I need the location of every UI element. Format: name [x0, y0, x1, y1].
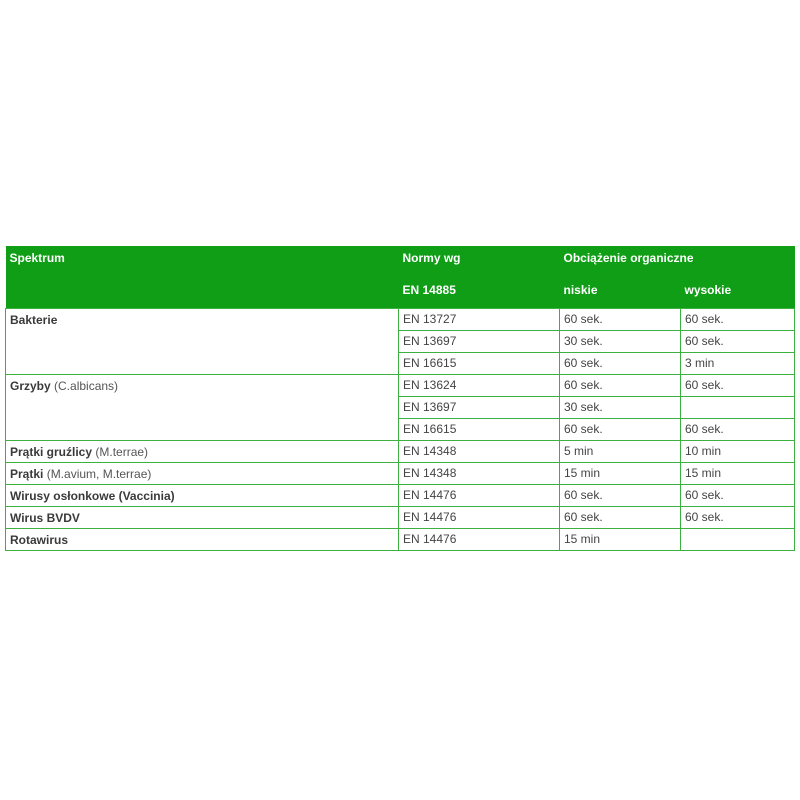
low-load-time-cell: 30 sek. [560, 330, 681, 352]
spectrum-table [5, 246, 795, 551]
header-spectrum: Spektrum [6, 246, 399, 308]
table-header [6, 246, 795, 308]
norm-cell: EN 14348 [399, 462, 560, 484]
low-load-time-cell: 30 sek. [560, 396, 681, 418]
table-body [6, 308, 795, 550]
high-load-time-cell: 60 sek. [681, 330, 795, 352]
low-load-time-cell: 60 sek. [560, 352, 681, 374]
norm-cell: EN 16615 [399, 418, 560, 440]
table-row [6, 440, 795, 462]
table-row [6, 374, 795, 396]
table-row [6, 506, 795, 528]
norm-cell: EN 14476 [399, 506, 560, 528]
low-load-time-cell: 15 min [560, 528, 681, 550]
norm-cell: EN 13697 [399, 330, 560, 352]
low-load-time-cell: 60 sek. [560, 418, 681, 440]
organism-name: Grzyby [10, 378, 51, 393]
organism-name: Wirus BVDV [10, 510, 80, 525]
high-load-time-cell: 3 min [681, 352, 795, 374]
norm-cell: EN 14476 [399, 528, 560, 550]
header-norms-line1: Normy wg [399, 246, 560, 277]
norm-cell: EN 14348 [399, 440, 560, 462]
high-load-time-cell [681, 528, 795, 550]
low-load-time-cell: 15 min [560, 462, 681, 484]
norm-cell: EN 13727 [399, 308, 560, 330]
header-organic-load: Obciążenie organiczne [560, 246, 795, 277]
organism-name: Rotawirus [10, 532, 69, 547]
norm-cell: EN 16615 [399, 352, 560, 374]
low-load-time-cell: 60 sek. [560, 484, 681, 506]
norm-cell: EN 14476 [399, 484, 560, 506]
high-load-time-cell: 10 min [681, 440, 795, 462]
spectrum-cell [6, 506, 399, 528]
table-row [6, 484, 795, 506]
high-load-time-cell: 60 sek. [681, 308, 795, 330]
spectrum-cell [6, 462, 399, 484]
low-load-time-cell: 60 sek. [560, 506, 681, 528]
high-load-time-cell: 60 sek. [681, 374, 795, 396]
organism-name: Prątki [10, 466, 44, 481]
table-row [6, 462, 795, 484]
spectrum-cell [6, 374, 399, 440]
table-row [6, 528, 795, 550]
organism-name: Bakterie [10, 312, 58, 327]
table-row [6, 308, 795, 330]
high-load-time-cell: 60 sek. [681, 418, 795, 440]
spectrum-cell [6, 528, 399, 550]
high-load-time-cell: 60 sek. [681, 506, 795, 528]
header-low: niskie [560, 277, 681, 308]
norm-cell: EN 13624 [399, 374, 560, 396]
high-load-time-cell: 15 min [681, 462, 795, 484]
low-load-time-cell: 5 min [560, 440, 681, 462]
organism-note: (M.terrae) [92, 444, 149, 459]
organism-note: (C.albicans) [50, 378, 119, 393]
spectrum-cell [6, 440, 399, 462]
spectrum-cell [6, 484, 399, 506]
organism-note: (M.avium, M.terrae) [43, 466, 152, 481]
header-high: wysokie [681, 277, 795, 308]
low-load-time-cell: 60 sek. [560, 374, 681, 396]
high-load-time-cell [681, 396, 795, 418]
organism-name: Wirusy osłonkowe (Vaccinia) [10, 488, 175, 503]
header-norms-line2: EN 14885 [399, 277, 560, 308]
norm-cell: EN 13697 [399, 396, 560, 418]
low-load-time-cell: 60 sek. [560, 308, 681, 330]
spectrum-cell [6, 308, 399, 374]
organism-name: Prątki gruźlicy [10, 444, 93, 459]
high-load-time-cell: 60 sek. [681, 484, 795, 506]
